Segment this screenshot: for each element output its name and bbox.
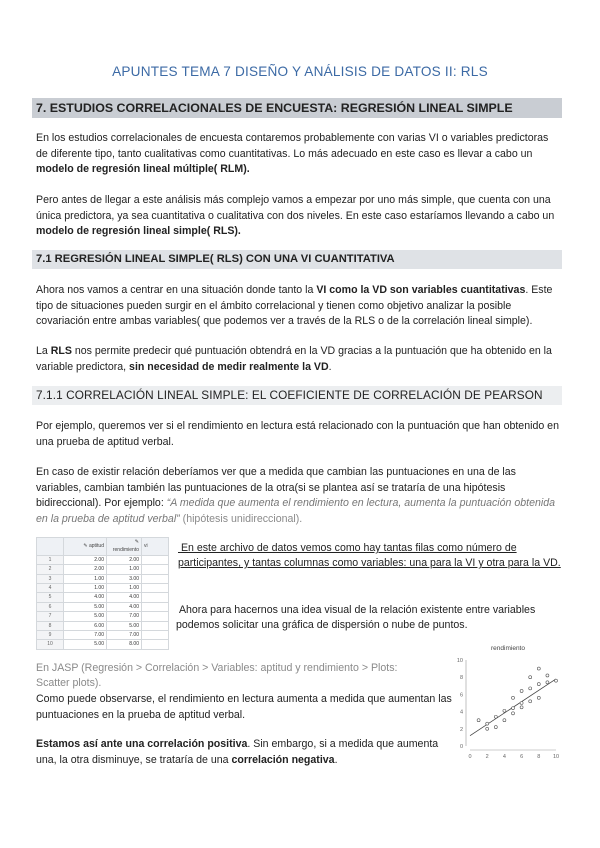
chart-title: rendimiento (491, 645, 525, 652)
table-cell: 1.00 (107, 584, 142, 593)
table-cell: 2.00 (107, 555, 142, 564)
data-point (512, 707, 515, 710)
table-header-row (37, 538, 169, 556)
paragraph-vi-vd: Ahora nos vamos a centrar en una situación donde tanto la VI como la VD son variables cuantitativas. Este tipo de situaciones pueden surgir en el ámbito correlacional y tienen como objetivo analizar la posible covariación entre ambas variables( que podemos ver a través de la RLS o de la correlación lineal simple). (36, 284, 553, 327)
table-header-cell: ✎ rendimiento (107, 538, 142, 556)
table-cell (142, 612, 169, 621)
paragraph-rls-intro: Pero antes de llegar a este análisis más complejo vamos a empezar por uno más simple, que cuenta con una única predictora, ya sea cuantitativa o cualitativa con dos niveles. En este caso estaríamos llevando a cabo un modelo de regresión lineal simple( RLS). (36, 194, 555, 237)
table-cell: 6 (37, 602, 64, 611)
page-title: APUNTES TEMA 7 DISEÑO Y ANÁLISIS DE DATOS II: RLS (112, 64, 488, 79)
y-tick-label: 10 (456, 658, 463, 664)
data-point (494, 715, 497, 718)
table-cell (142, 602, 169, 611)
y-tick-label: 0 (459, 744, 463, 750)
data-point (477, 719, 480, 722)
x-tick-label: 2 (485, 754, 489, 760)
table-cell: 1.00 (107, 565, 142, 574)
table-row (37, 565, 169, 574)
side-text-table: En este archivo de datos vemos como hay tantas filas como número de participantes, y tantas columnas como variables: una para la VI y otra para la VD. (178, 542, 561, 569)
side-text-scatter: Ahora para hacernos una idea visual de la relación existente entre variables podemos solicitar una gráfica de dispersión o nube de puntos. (176, 604, 536, 631)
table-cell: 10 (37, 640, 64, 649)
data-point (529, 687, 532, 690)
table-cell: 7.00 (107, 631, 142, 640)
x-tick-label: 8 (537, 754, 541, 760)
table-cell: 1.00 (64, 584, 107, 593)
paragraph-rls-predict: La RLS nos permite predecir qué puntuación obtendrá en la VD gracias a la puntuación que ha obtenido en la variable predictora, sin necesidad de medir realmente la VD. (36, 345, 552, 373)
table-cell (142, 631, 169, 640)
table-cell: 9 (37, 631, 64, 640)
table-cell: 2.00 (64, 565, 107, 574)
data-point (537, 696, 540, 699)
data-point (512, 712, 515, 715)
table-cell (142, 555, 169, 564)
table-cell (142, 593, 169, 602)
table-cell: 3.00 (107, 574, 142, 583)
paragraph-hypothesis: En caso de existir relación deberíamos ver que a medida que cambian las puntuaciones en una de las variables, cambian también las puntuaciones de la otra(si se plantea así se trataría de una hipótesis bidireccional). Por ejemplo: “A medida que aumenta el rendimiento en lectura, aumenta la puntuación obtenida en la prueba de aptitud verbal” (hipótesis unidireccional). (36, 466, 556, 525)
data-point (503, 709, 506, 712)
table-cell: 7 (37, 612, 64, 621)
table-cell: 1.00 (64, 574, 107, 583)
table-row (37, 621, 169, 630)
table-cell (142, 584, 169, 593)
table-cell: 5.00 (64, 640, 107, 649)
table-cell: 4.00 (107, 593, 142, 602)
table-cell: 2.00 (64, 555, 107, 564)
table-cell: 8.00 (107, 640, 142, 649)
table-cell: 5 (37, 593, 64, 602)
table-cell: 4.00 (64, 593, 107, 602)
section-heading-7: 7. ESTUDIOS CORRELACIONALES DE ENCUESTA: REGRESIÓN LINEAL SIMPLE (32, 98, 562, 118)
table-row (37, 584, 169, 593)
jasp-instructions: En JASP (Regresión > Correlación > Variables: aptitud y rendimiento > Plots: Scatter plots). (36, 662, 398, 689)
table-cell: 1 (37, 555, 64, 564)
y-tick-label: 4 (459, 709, 463, 716)
data-point (537, 683, 540, 686)
table-cell: 7.00 (107, 612, 142, 621)
x-tick-label: 6 (520, 754, 524, 760)
table-header-cell: vi (142, 538, 169, 556)
table-cell: 5.00 (64, 612, 107, 621)
paragraph-positive: Como puede observarse, el rendimiento en lectura aumenta a medida que aumentan las puntuaciones en la prueba de aptitud verbal. (36, 693, 452, 721)
paragraph-rlm: En los estudios correlacionales de encuesta contaremos probablemente con varias VI o variables predictoras de diferente tipo, tanto cualitativas como cuantitativas. Lo más adecuado en este caso es llevar a cabo un modelo de regresión lineal múltiple( RLM). (36, 132, 549, 175)
data-point (529, 700, 532, 703)
table-cell: 2 (37, 565, 64, 574)
table-row (37, 631, 169, 640)
data-point (546, 674, 549, 677)
x-tick-label: 10 (552, 754, 560, 760)
table-row (37, 555, 169, 564)
data-point (486, 722, 489, 725)
data-point (520, 706, 523, 709)
table-header-cell (37, 538, 64, 556)
table-row (37, 640, 169, 649)
table-cell: 4 (37, 584, 64, 593)
scatter-plot (448, 642, 566, 764)
section-heading-7-1: 7.1 REGRESIÓN LINEAL SIMPLE( RLS) CON UNA VI CUANTITATIVA (32, 250, 562, 269)
section-heading-7-1-1: 7.1.1 CORRELACIÓN LINEAL SIMPLE: EL COEFICIENTE DE CORRELACIÓN DE PEARSON (32, 386, 562, 405)
table-row (37, 602, 169, 611)
data-point (529, 676, 532, 679)
table-cell: 8 (37, 621, 64, 630)
paragraph-correlation-types: Estamos así ante una correlación positiva. Sin embargo, si a medida que aumenta una, la otra disminuye, se trataría de una correlación negativa. (36, 738, 439, 766)
table-row (37, 593, 169, 602)
y-tick-label: 8 (459, 675, 463, 682)
table-cell (142, 640, 169, 649)
data-point (512, 696, 515, 699)
data-point (520, 689, 523, 692)
data-point (494, 726, 497, 729)
y-tick-label: 2 (459, 726, 463, 733)
table-cell: 7.00 (64, 631, 107, 640)
x-tick-label: 4 (502, 754, 506, 760)
table-cell: 5.00 (107, 621, 142, 630)
table-cell: 6.00 (64, 621, 107, 630)
table-cell (142, 621, 169, 630)
y-tick-label: 6 (459, 692, 463, 699)
paragraph-example: Por ejemplo, queremos ver si el rendimiento en lectura está relacionado con la puntuación que han obtenido en una prueba de aptitud verbal. (36, 420, 559, 448)
table-cell (142, 574, 169, 583)
x-tick-label: 0 (468, 754, 472, 760)
data-point (486, 727, 489, 730)
table-cell: 4.00 (107, 602, 142, 611)
table-cell: 3 (37, 574, 64, 583)
data-point (503, 719, 506, 722)
table-header-cell: ✎ aptitud (64, 538, 107, 556)
data-point (555, 679, 558, 682)
table-row (37, 612, 169, 621)
data-point (546, 681, 549, 684)
data-point (537, 667, 540, 670)
data-point (520, 702, 523, 705)
data-table (36, 537, 172, 650)
table-cell: 5.00 (64, 602, 107, 611)
table-row (37, 574, 169, 583)
table-cell (142, 565, 169, 574)
